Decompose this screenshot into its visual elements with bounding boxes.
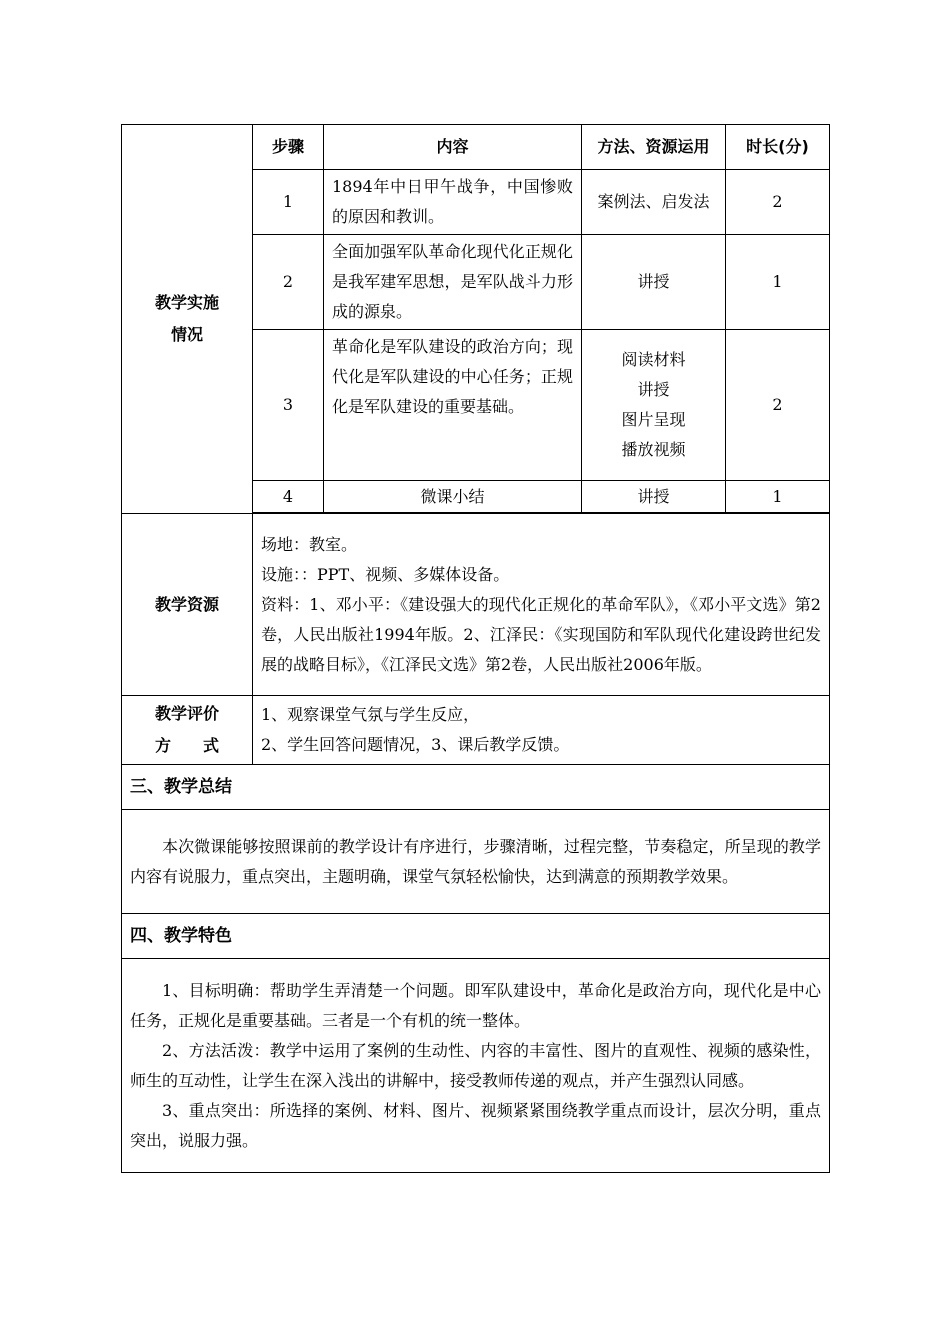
implementation-label-line2: 情况: [170, 325, 203, 344]
features-content: [122, 959, 830, 1173]
step-method: [582, 330, 726, 481]
summary-heading-row: [122, 765, 830, 810]
evaluation-label: [122, 696, 253, 765]
features-heading-row: [122, 914, 830, 959]
feature-item: 1、目标明确：帮助学生弄清楚一个问题。即军队建设中，革命化是政治方向，现代化是中心任务，正规化是重要基础。三者是一个有机的统一整体。: [130, 980, 821, 1030]
evaluation-label-line2: 方 式: [154, 736, 219, 755]
evaluation-label-line1: 教学评价: [154, 704, 219, 723]
summary-row: [122, 810, 830, 914]
step-content: 革命化是军队建设的政治方向；现代化是军队建设的中心任务；正规化是军队建设的重要基础。: [324, 330, 582, 481]
lesson-plan-table: [121, 124, 830, 1173]
document-page: [121, 124, 829, 1173]
step-method: [582, 170, 726, 235]
header-duration: 时长(分): [726, 125, 830, 170]
summary-text: 本次微课能够按照课前的教学设计有序进行，步骤清晰，过程完整，节奏稳定，所呈现的教学内容有说服力，重点突出，主题明确，课堂气氛轻松愉快，达到满意的预期教学效果。: [130, 836, 821, 886]
step-duration: 1: [726, 481, 830, 513]
method-line: 播放视频: [621, 440, 686, 459]
evaluation-content: [253, 696, 830, 765]
features-heading: 四、教学特色: [122, 914, 830, 959]
summary-content: [122, 810, 830, 914]
step-duration: 1: [726, 235, 830, 330]
feature-item: 3、重点突出：所选择的案例、材料、图片、视频紧紧围绕教学重点而设计，层次分明，重点突出，说服力强。: [130, 1100, 821, 1150]
step-method: [582, 235, 726, 330]
implementation-header-row: [122, 125, 830, 170]
method-line: 案例法、启发法: [597, 192, 710, 211]
evaluation-row: [122, 696, 830, 765]
step-method: [582, 481, 726, 513]
step-content: 全面加强军队革命化现代化正规化是我军建军思想，是军队战斗力形成的源泉。: [324, 235, 582, 330]
implementation-label: [122, 125, 253, 514]
method-line: 讲授: [637, 272, 670, 291]
resources-materials: 资料：1、邓小平：《建设强大的现代化正规化的革命军队》，《邓小平文选》第2卷，人民出版社1994年版。2、江泽民：《实现国防和军队现代化建设跨世纪发展的战略目标》，《江泽民文选》第2卷，人民出版社2006年版。: [261, 594, 821, 674]
step-number: 1: [253, 170, 324, 235]
header-method: 方法、资源运用: [582, 125, 726, 170]
header-content: 内容: [324, 125, 582, 170]
resources-facilities: 设施：：PPT、视频、多媒体设备。: [261, 564, 510, 584]
step-number: 2: [253, 235, 324, 330]
resources-content: [253, 514, 830, 696]
summary-heading: 三、教学总结: [122, 765, 830, 810]
resources-row: [122, 514, 830, 696]
step-duration: 2: [726, 170, 830, 235]
method-line: 讲授: [637, 486, 670, 506]
method-line: 阅读材料: [621, 350, 686, 369]
step-number: 3: [253, 330, 324, 481]
step-content: 1894年中日甲午战争，中国惨败的原因和教训。: [324, 170, 582, 235]
feature-item: 2、方法活泼：教学中运用了案例的生动性、内容的丰富性、图片的直观性、视频的感染性，师生的互动性，让学生在深入浅出的讲解中，接受教师传递的观点，并产生强烈认同感。: [130, 1040, 821, 1090]
features-row: [122, 959, 830, 1173]
implementation-label-line1: 教学实施: [154, 293, 219, 312]
method-line: 讲授: [637, 380, 670, 399]
step-duration: 2: [726, 330, 830, 481]
header-step: 步骤: [253, 125, 324, 170]
evaluation-line2: 2、学生回答问题情况，3、课后教学反馈。: [261, 735, 570, 754]
resources-venue: 场地：教室。: [261, 534, 358, 554]
evaluation-line1: 1、观察课堂气氛与学生反应，: [261, 705, 480, 724]
step-content: 微课小结: [324, 481, 582, 513]
method-line: 图片呈现: [621, 410, 686, 429]
resources-label: 教学资源: [122, 514, 253, 696]
step-number: 4: [253, 481, 324, 513]
